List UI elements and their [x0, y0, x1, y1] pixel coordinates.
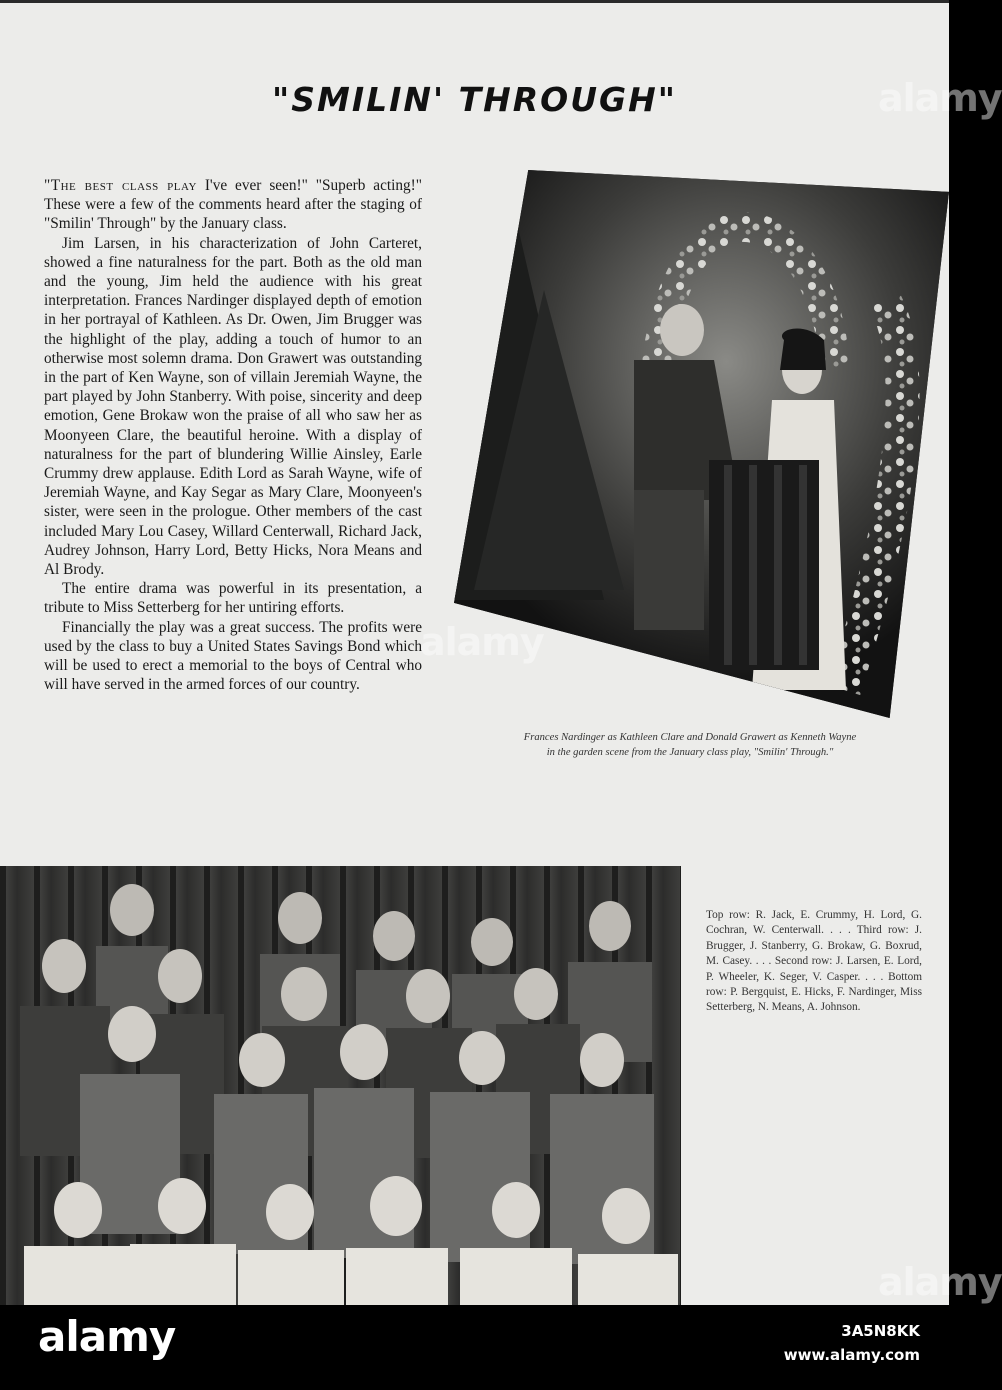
photo-caption: Frances Nardinger as Kathleen Clare and Donald Grawert as Kenneth Wayne in the garden scene from the January class play, "Smilin' Through."	[523, 732, 857, 758]
page-title: "SMILIN' THROUGH"	[272, 80, 677, 119]
article-paragraph-2: Jim Larsen, in his characterization of John Carteret, showed a fine naturalness for the part. Both as the old man and the young, Jim held the audience with his great interpretation. Frances Nardinger displayed depth of emotion in her portrayal of Kathleen. As Dr. Owen, Jim Brugger was the highlight of the play, adding a touch of humor to an otherwise most solemn drama. Don Grawert was outstanding in the part of Ken Wayne, son of villain Jeremiah Wayne, the part played by John Stanberry. With poise, sincerity and deep emotion, Gene Brokaw won the praise of all who saw her as Moonyeen Clare, the beautiful heroine. With a display of naturalness for the part of blundering Willie Ainsley, Earle Crummy drew applause. Edith Lord as Sarah Wayne, wife of Jeremiah Wayne, and Kay Segar as Mary Clare, Moonyeen's sister, were seen in the prologue. Other members of the cast included Mary Lou Casey, Willard Centerwall, Richard Jack, Audrey Johnson, Harry Lord, Betty Hicks, Nora Means and Al Brody.	[44, 234, 422, 579]
article-paragraph-1	[44, 176, 422, 234]
footer-url: www.alamy.com	[783, 1346, 920, 1364]
watermark: alamy	[878, 76, 1002, 120]
footer-logo: alamy	[38, 1312, 176, 1361]
article-text	[44, 176, 422, 694]
footer-image-id: 3A5N8KK	[841, 1322, 920, 1340]
article-paragraph-1-rest: I've ever seen!" "Superb acting!" These were a few of the comments heard after the staging of "Smilin' Through" by the January class.	[44, 177, 422, 233]
article-lead: "The best class play	[44, 177, 197, 194]
class-group-photo	[0, 866, 681, 1305]
page-top-edge	[0, 0, 949, 3]
article-paragraph-3: The entire drama was powerful in its presentation, a tribute to Miss Setterberg for her untiring efforts.	[44, 580, 422, 617]
group-photo-caption: Top row: R. Jack, E. Crummy, H. Lord, G. Cochran, W. Centerwall. . . . Third row: J. Brugger, J. Stanberry, G. Brokaw, G. Boxrud, M. Casey. . . . Second row: J. Larsen, E. Lord, P. Wheeler, K. Seger, V. Casper. . . . Bottom row: P. Bergquist, E. Hicks, F. Nardinger, Miss Setterberg, N. Means, A. Johnson.	[706, 909, 922, 1014]
watermark: alamy	[878, 1260, 1002, 1304]
watermark: alamy	[420, 620, 544, 664]
article-paragraph-4: Financially the play was a great success. The profits were used by the class to buy a United States Savings Bond which will be used to erect a memorial to the boys of Central who will have served in the armed forces of our country.	[44, 618, 422, 694]
class-group-image	[0, 866, 681, 1305]
